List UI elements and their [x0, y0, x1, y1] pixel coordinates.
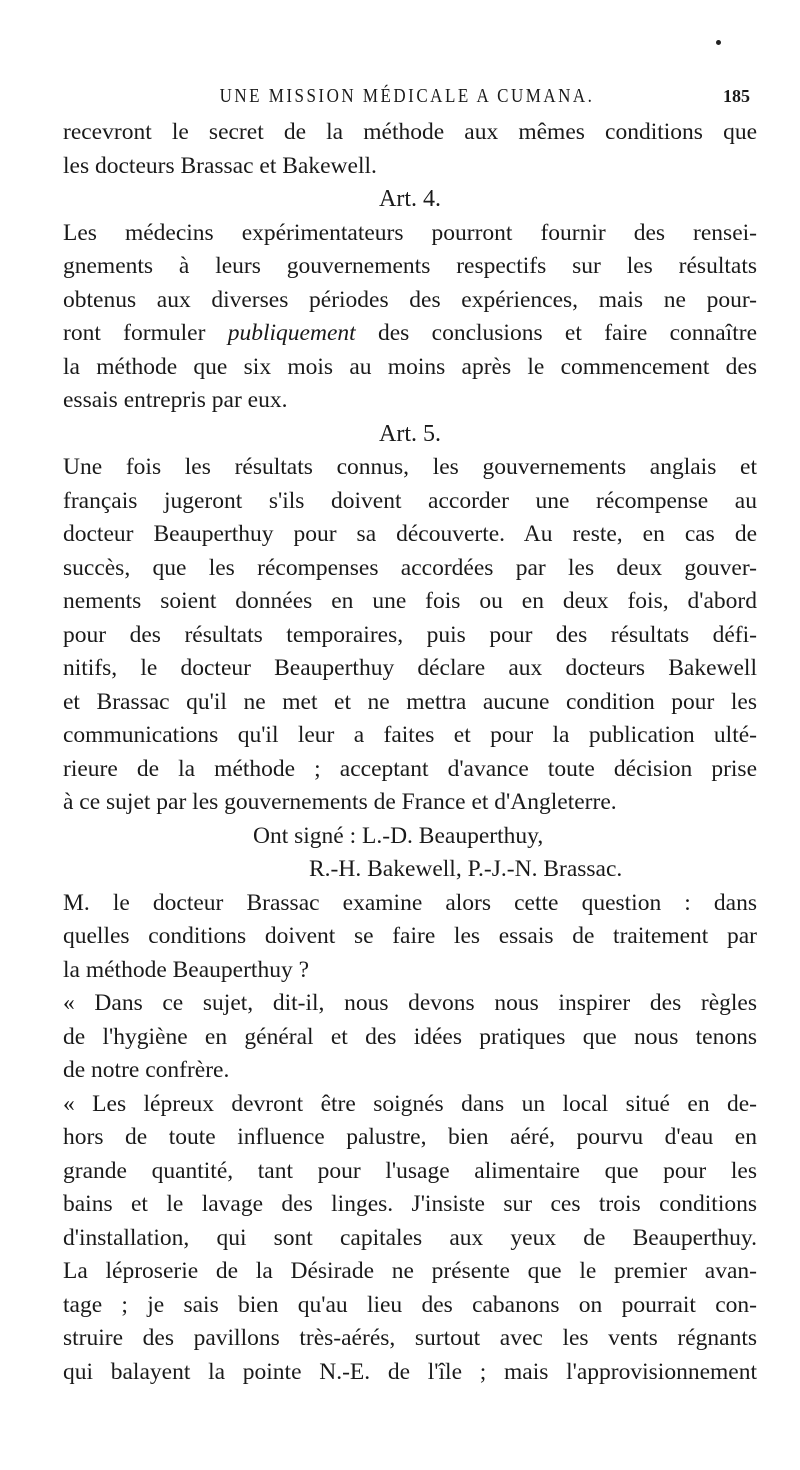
text-segment: des conclusions et faire connaître [377, 320, 757, 346]
page-number: 185 [723, 86, 750, 106]
text-line: nements soient données en une fois ou en deux fois, d'abord [63, 588, 757, 614]
text-line: grande quantité, tant pour l'usage alimentaire que pour les [63, 1157, 757, 1184]
page-header [64, 86, 750, 114]
text-line: rieure de la méthode ; acceptant d'avance toute décision prise [63, 755, 757, 782]
text-line: La léproserie de la Désirade ne présente que le premier avan- [63, 1258, 757, 1284]
text-line: Une fois les résultats connus, les gouvernements anglais et [63, 454, 757, 480]
text-line: struire des pavillons très-aérés, surtout avec les vents régnants [63, 1325, 757, 1351]
text-line: de l'hygiène en général et des idées pratiques que nous tenons [63, 1023, 757, 1050]
text-line: « Les lépreux devront être soignés dans un local situé en de- [63, 1090, 757, 1117]
text-line: qui balayent la pointe N.-E. de l'île ; mais l'approvisionnement [63, 1358, 757, 1385]
signature-line: Ont signé : L.-D. Beauperthuy, [253, 822, 544, 849]
text-line: recevront le secret de la méthode aux mêmes conditions que [63, 119, 757, 145]
article-heading: Art. 4. [379, 186, 441, 212]
text-segment: ront formuler [63, 320, 206, 346]
text-line: la méthode que six mois au moins après le commencement des [63, 353, 757, 380]
italic-word: publiquement [227, 320, 356, 346]
text-line [63, 317, 757, 351]
text-line: pour des résultats temporaires, puis pour des résultats défi- [63, 621, 757, 648]
article-heading: Art. 5. [379, 420, 441, 447]
text-line: la méthode Beauperthuy ? [63, 956, 310, 983]
text-line: et Brassac qu'il ne met et ne mettra aucune condition pour les [63, 688, 757, 715]
text-line: M. le docteur Brassac examine alors cette question : dans [63, 889, 757, 916]
text-line: essais entrepris par eux. [63, 387, 288, 413]
text-line: bains et le lavage des linges. J'insiste sur ces trois conditions [63, 1191, 757, 1217]
running-title: UNE MISSION MÉDICALE A CUMANA. [219, 84, 595, 107]
text-line: à ce sujet par les gouvernements de France et d'Angleterre. [63, 789, 617, 815]
ink-speck [716, 40, 721, 45]
text-line: nitifs, le docteur Beauperthuy déclare aux docteurs Bakewell [63, 655, 757, 681]
text-line: Les médecins expérimentateurs pourront fournir des rensei- [63, 219, 757, 246]
text-line: quelles conditions doivent se faire les essais de traitement par [63, 923, 757, 949]
text-line: les docteurs Brassac et Bakewell. [63, 152, 377, 179]
text-line: docteur Beauperthuy pour sa découverte. Au reste, en cas de [63, 521, 757, 547]
text-line: succès, que les récompenses accordées par les deux gouver- [63, 554, 757, 581]
text-line: hors de toute influence palustre, bien aéré, pourvu d'eau en [63, 1124, 757, 1150]
text-line: français jugeront s'ils doivent accorder une récompense au [63, 487, 757, 514]
text-line: « Dans ce sujet, dit-il, nous devons nous inspirer des règles [63, 990, 757, 1016]
text-line: de notre confrère. [63, 1057, 230, 1083]
body-text [63, 116, 757, 1389]
text-line: tage ; je sais bien qu'au lieu des cabanons on pourrait con- [63, 1291, 757, 1318]
text-line: communications qu'il leur a faites et pour la publication ulté- [63, 722, 757, 748]
text-line: gnements à leurs gouvernements respectifs sur les résultats [63, 253, 757, 279]
signature-line: R.-H. Bakewell, P.-J.-N. Brassac. [309, 856, 623, 882]
text-line: d'installation, qui sont capitales aux yeux de Beauperthuy. [63, 1224, 757, 1251]
text-line: obtenus aux diverses périodes des expériences, mais ne pour- [63, 286, 757, 313]
